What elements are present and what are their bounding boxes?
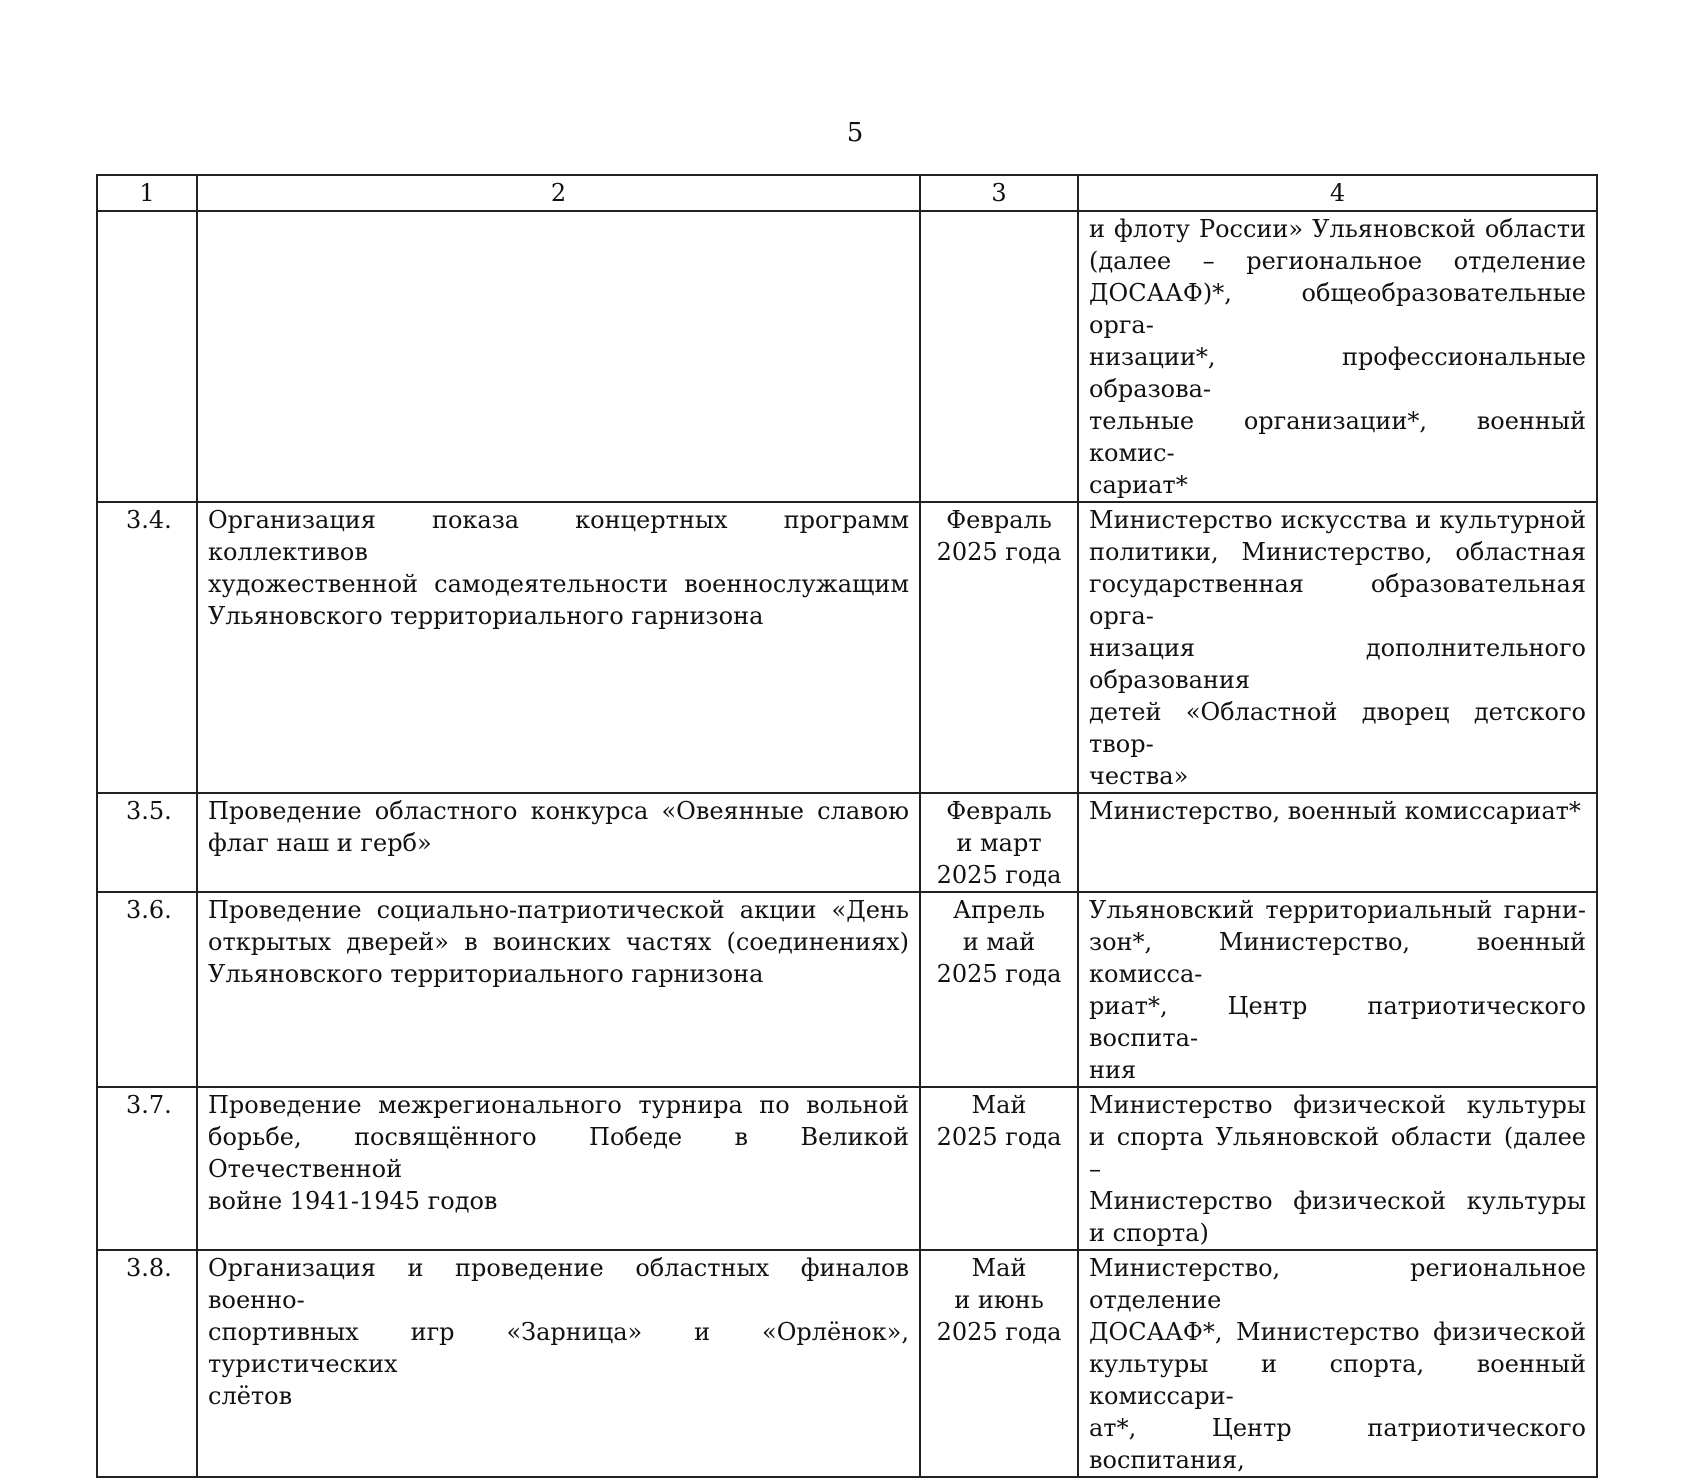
text-line: государственная образовательная орга- xyxy=(1089,570,1586,630)
row-event xyxy=(197,211,920,502)
text-line: Май xyxy=(971,1254,1027,1282)
text-line: Апрель xyxy=(952,896,1046,924)
text-line: тельные организации*, военный комис- xyxy=(1089,407,1586,467)
header-row xyxy=(97,175,1597,211)
text-line: детей «Областной дворец детского твор- xyxy=(1089,698,1586,758)
text-line: ния xyxy=(1089,1056,1137,1084)
row-responsible xyxy=(1078,502,1597,793)
text-line: Ульяновского территориального гарнизона xyxy=(208,602,764,630)
text-line: Февраль xyxy=(946,797,1052,825)
row-number: 3.6. xyxy=(97,892,197,1087)
text-line: Организация и проведение областных финалов военно- xyxy=(208,1254,909,1314)
row-responsible xyxy=(1078,1087,1597,1250)
text-line: Министерство искусства и культурной xyxy=(1089,506,1586,534)
row-number: 3.5. xyxy=(97,793,197,892)
text-line: зон*, Министерство, военный комисса- xyxy=(1089,928,1586,988)
table-row xyxy=(97,793,1597,892)
text-line: 2025 года xyxy=(936,861,1062,889)
row-responsible xyxy=(1078,793,1597,892)
row-number: 3.4. xyxy=(97,502,197,793)
text-line: риат*, Центр патриотического воспита- xyxy=(1089,992,1586,1052)
text-line: (далее – региональное отделение xyxy=(1089,247,1586,275)
row-event xyxy=(197,1250,920,1477)
text-line: 2025 года xyxy=(936,960,1062,988)
row-responsible xyxy=(1078,211,1597,502)
text-line: низации*, профессиональные образова- xyxy=(1089,343,1586,403)
row-number: 3.7. xyxy=(97,1087,197,1250)
text-line: и июнь xyxy=(954,1286,1044,1314)
row-date xyxy=(920,1250,1078,1477)
row-responsible xyxy=(1078,1250,1597,1477)
text-line: спортивных игр «Зарница» и «Орлёнок», туристических xyxy=(208,1318,909,1378)
table-row xyxy=(97,211,1597,502)
text-line: Май xyxy=(971,1091,1027,1119)
text-line: Министерство физической культуры xyxy=(1089,1091,1586,1119)
text-line: Февраль xyxy=(946,506,1052,534)
text-line: флаг наш и герб» xyxy=(208,829,432,857)
text-line: и март xyxy=(956,829,1042,857)
row-event xyxy=(197,793,920,892)
text-line: низация дополнительного образования xyxy=(1089,634,1586,694)
text-line: чества» xyxy=(1089,762,1189,790)
page-number: 5 xyxy=(846,118,864,148)
table-row xyxy=(97,1250,1597,1477)
text-line: и спорта) xyxy=(1089,1219,1209,1247)
text-line: Проведение межрегионального турнира по вольной xyxy=(208,1091,909,1119)
text-line: политики, Министерство, областная xyxy=(1089,538,1586,566)
row-number xyxy=(97,211,197,502)
header-col-4: 4 xyxy=(1078,175,1597,211)
text-line: Проведение областного конкурса «Овеянные славою xyxy=(208,797,909,825)
text-line: Организация показа концертных программ коллективов xyxy=(208,506,909,566)
row-responsible xyxy=(1078,892,1597,1087)
text-line: Министерство физической культуры xyxy=(1089,1187,1586,1215)
table-row xyxy=(97,1087,1597,1250)
text-line: ат*, Центр патриотического воспитания, xyxy=(1089,1414,1586,1474)
row-number: 3.8. xyxy=(97,1250,197,1477)
text-line: культуры и спорта, военный комиссари- xyxy=(1089,1350,1586,1410)
text-line: 2025 года xyxy=(936,1123,1062,1151)
header-col-3: 3 xyxy=(920,175,1078,211)
header-col-1: 1 xyxy=(97,175,197,211)
events-table xyxy=(96,174,1598,1478)
text-line: слётов xyxy=(208,1382,293,1410)
text-line: и май xyxy=(962,928,1036,956)
text-line: Ульяновского территориального гарнизона xyxy=(208,960,764,988)
text-line: ДОСААФ)*, общеобразовательные орга- xyxy=(1089,279,1586,339)
row-date xyxy=(920,502,1078,793)
row-date xyxy=(920,1087,1078,1250)
text-line: Министерство, военный комиссариат* xyxy=(1089,797,1581,825)
text-line: художественной самодеятельности военнослужащим xyxy=(208,570,909,598)
text-line: открытых дверей» в воинских частях (соединениях) xyxy=(208,928,909,956)
row-event xyxy=(197,1087,920,1250)
table-row xyxy=(97,502,1597,793)
text-line: Проведение социально-патриотической акции «День xyxy=(208,896,909,924)
row-date xyxy=(920,211,1078,502)
text-line: Ульяновский территориальный гарни- xyxy=(1089,896,1586,924)
text-line: ДОСААФ*, Министерство физической xyxy=(1089,1318,1586,1346)
row-event xyxy=(197,502,920,793)
text-line: борьбе, посвящённого Победе в Великой Отечественной xyxy=(208,1123,909,1183)
header-col-2: 2 xyxy=(197,175,920,211)
table-row xyxy=(97,892,1597,1087)
row-event xyxy=(197,892,920,1087)
text-line: 2025 года xyxy=(936,1318,1062,1346)
text-line: войне 1941-1945 годов xyxy=(208,1187,498,1215)
text-line: и флоту России» Ульяновской области xyxy=(1089,215,1586,243)
text-line: 2025 года xyxy=(936,538,1062,566)
text-line: сариат* xyxy=(1089,471,1188,499)
row-date xyxy=(920,793,1078,892)
text-line: Министерство, региональное отделение xyxy=(1089,1254,1586,1314)
text-line: и спорта Ульяновской области (далее – xyxy=(1089,1123,1586,1183)
row-date xyxy=(920,892,1078,1087)
